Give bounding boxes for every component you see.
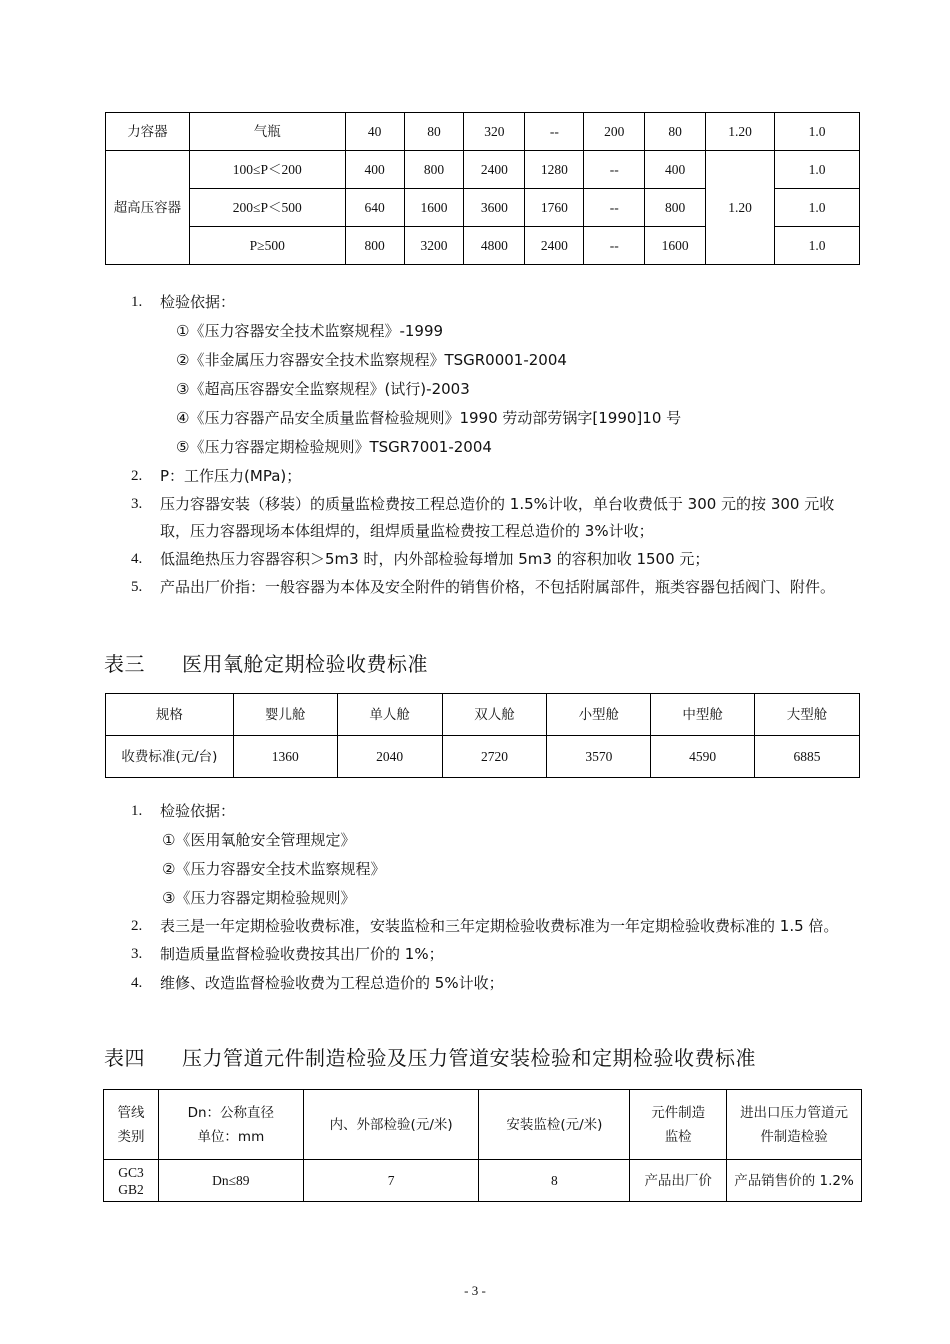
header-line: 监检 <box>664 1128 692 1145</box>
dn-cell: Dn≤89 <box>158 1160 303 1202</box>
value-cell: 1600 <box>645 227 706 265</box>
value-cell: 4590 <box>651 736 755 778</box>
reference-item: ②《非金属压力容器安全技术监察规程》TSGR0001-2004 <box>176 351 567 369</box>
list-text: 检验依据： <box>160 293 236 311</box>
header-line: 元件制造 <box>651 1104 706 1121</box>
list-item <box>131 545 860 574</box>
value-cell: 6885 <box>755 736 860 778</box>
pressure-pipe-fee-table <box>103 1089 862 1202</box>
section-title: 医用氧舱定期检验收费标准 <box>182 652 428 676</box>
list-number: 4. <box>131 975 143 991</box>
column-header: 内、外部检验(元/米) <box>303 1090 479 1160</box>
list-number: 5. <box>131 579 143 595</box>
factor-cell: 1.20 <box>706 113 775 151</box>
reference-item: ①《压力容器安全技术监察规程》-1999 <box>176 322 444 340</box>
table-header-row <box>106 694 860 736</box>
spec-cell: P≥500 <box>189 227 345 265</box>
list-number: 2. <box>131 468 143 484</box>
value-cell: 320 <box>464 113 525 151</box>
column-header: 小型舱 <box>547 694 651 736</box>
section-label: 表三 <box>104 652 145 676</box>
value-cell: 400 <box>645 151 706 189</box>
list-text: 检验依据： <box>160 802 236 820</box>
column-header: 双人舱 <box>442 694 547 736</box>
column-header <box>104 1090 159 1160</box>
list-item <box>131 288 860 317</box>
value-cell: -- <box>584 227 645 265</box>
table-row <box>106 736 860 778</box>
page-number: - 3 - <box>464 1283 486 1298</box>
list-number: 4. <box>131 551 143 567</box>
header-line: 类别 <box>117 1128 145 1145</box>
column-header: 中型舱 <box>651 694 755 736</box>
list-number: 3. <box>131 496 143 512</box>
list-item <box>131 797 860 826</box>
value-cell: 640 <box>345 189 404 227</box>
value-cell: 1.0 <box>775 227 860 265</box>
spec-cell: 100≤P＜200 <box>189 151 345 189</box>
category-cell: 力容器 <box>106 113 190 151</box>
factor-cell: 1.20 <box>706 151 775 265</box>
value-cell: 产品销售价的 1.2% <box>727 1160 862 1202</box>
value-cell: -- <box>584 189 645 227</box>
ultra-high-pressure-label: 超高压容器 <box>106 151 190 265</box>
list-item <box>131 969 860 998</box>
spec-cell: 200≤P＜500 <box>189 189 345 227</box>
list-text: 低温绝热压力容器容积＞5m3 时，内外部检验每增加 5m3 的容积加收 1500 元； <box>160 550 710 568</box>
value-cell: 400 <box>345 151 404 189</box>
reference-item: ③《压力容器定期检验规则》 <box>162 889 356 907</box>
notes-list-pressure-vessel <box>131 288 876 601</box>
value-cell: 1360 <box>233 736 337 778</box>
list-number: 1. <box>131 803 143 819</box>
column-header: 单人舱 <box>337 694 442 736</box>
list-number: 1. <box>131 294 143 310</box>
list-text: 维修、改造监督检验收费为工程总造价的 5%计收； <box>160 974 504 992</box>
value-cell: 2040 <box>337 736 442 778</box>
value-cell: 8 <box>479 1160 630 1202</box>
value-cell: 1760 <box>525 189 584 227</box>
list-number: 2. <box>131 918 143 934</box>
category-line: GB2 <box>118 1181 144 1197</box>
oxygen-chamber-fee-table <box>105 693 860 778</box>
value-cell: 1.0 <box>775 113 860 151</box>
column-header <box>158 1090 303 1160</box>
value-cell: 1.0 <box>775 189 860 227</box>
value-cell: 800 <box>645 189 706 227</box>
category-cell <box>104 1160 159 1202</box>
list-text: 产品出厂价指：一般容器为本体及安全附件的销售价格，不包括附属部件，瓶类容器包括阀门、附件。 <box>160 578 836 596</box>
value-cell: 3570 <box>547 736 651 778</box>
value-cell: 2400 <box>525 227 584 265</box>
value-cell: 2720 <box>442 736 547 778</box>
pressure-vessel-fee-table <box>105 112 860 265</box>
value-cell: 80 <box>645 113 706 151</box>
value-cell: 4800 <box>464 227 525 265</box>
list-number: 3. <box>131 946 143 962</box>
header-line: 进出口压力管道元 <box>740 1104 849 1121</box>
reference-item: ①《医用氧舱安全管理规定》 <box>162 831 356 849</box>
section-heading-table4 <box>104 1042 756 1071</box>
list-text: 表三是一年定期检验收费标准，安装监检和三年定期检验收费标准为一年定期检验收费标准的 1.5 倍。 <box>160 917 839 935</box>
value-cell: 1280 <box>525 151 584 189</box>
reference-item: ③《超高压容器安全监察规程》(试行)-2003 <box>176 380 470 398</box>
spec-cell: 气瓶 <box>189 113 345 151</box>
row-label: 收费标准(元/台) <box>106 736 234 778</box>
value-cell: 80 <box>404 113 464 151</box>
value-cell: 800 <box>404 151 464 189</box>
value-cell: -- <box>525 113 584 151</box>
value-cell: 200 <box>584 113 645 151</box>
section-heading-table3 <box>104 648 428 677</box>
value-cell: 2400 <box>464 151 525 189</box>
column-header: 大型舱 <box>755 694 860 736</box>
section-label: 表四 <box>104 1046 145 1070</box>
column-header: 安装监检(元/米) <box>479 1090 630 1160</box>
value-cell: 800 <box>345 227 404 265</box>
list-item <box>131 940 860 969</box>
table-row <box>106 113 860 151</box>
list-item <box>131 913 860 940</box>
reference-item: ④《压力容器产品安全质量监督检验规则》1990 劳动部劳锅字[1990]10 号 <box>176 409 682 427</box>
value-cell: 3200 <box>404 227 464 265</box>
value-cell: 3600 <box>464 189 525 227</box>
value-cell: 产品出厂价 <box>630 1160 727 1202</box>
table-row <box>106 151 860 189</box>
header-line: Dn：公称直径 <box>187 1104 275 1121</box>
list-text: 压力容器安装（移装）的质量监检费按工程总造价的 1.5%计收，单台收费低于 300 元的按 300 元收取，压力容器现场本体组焊的，组焊质量监检费按工程总造价的 3%计收； <box>160 495 835 540</box>
reference-item: ②《压力容器安全技术监察规程》 <box>162 860 386 878</box>
table-header-row <box>104 1090 862 1160</box>
list-text: 制造质量监督检验收费按其出厂价的 1%； <box>160 945 444 963</box>
header-line: 单位：mm <box>197 1128 265 1145</box>
column-header <box>727 1090 862 1160</box>
list-text: P：工作压力(MPa)； <box>160 467 302 485</box>
value-cell: 1.0 <box>775 151 860 189</box>
list-item <box>131 462 860 491</box>
column-header <box>630 1090 727 1160</box>
value-cell: -- <box>584 151 645 189</box>
category-line: GC3 <box>118 1164 144 1180</box>
table-row <box>104 1160 862 1202</box>
list-item <box>131 574 860 601</box>
value-cell: 1600 <box>404 189 464 227</box>
column-header: 规格 <box>106 694 234 736</box>
value-cell: 7 <box>303 1160 479 1202</box>
header-line: 管线 <box>117 1104 145 1121</box>
notes-list-oxygen-chamber <box>131 797 862 998</box>
section-title: 压力管道元件制造检验及压力管道安装检验和定期检验收费标准 <box>182 1046 756 1070</box>
value-cell: 40 <box>345 113 404 151</box>
header-line: 件制造检验 <box>760 1128 828 1145</box>
column-header: 婴儿舱 <box>233 694 337 736</box>
reference-item: ⑤《压力容器定期检验规则》TSGR7001-2004 <box>176 438 492 456</box>
list-item <box>131 491 860 545</box>
